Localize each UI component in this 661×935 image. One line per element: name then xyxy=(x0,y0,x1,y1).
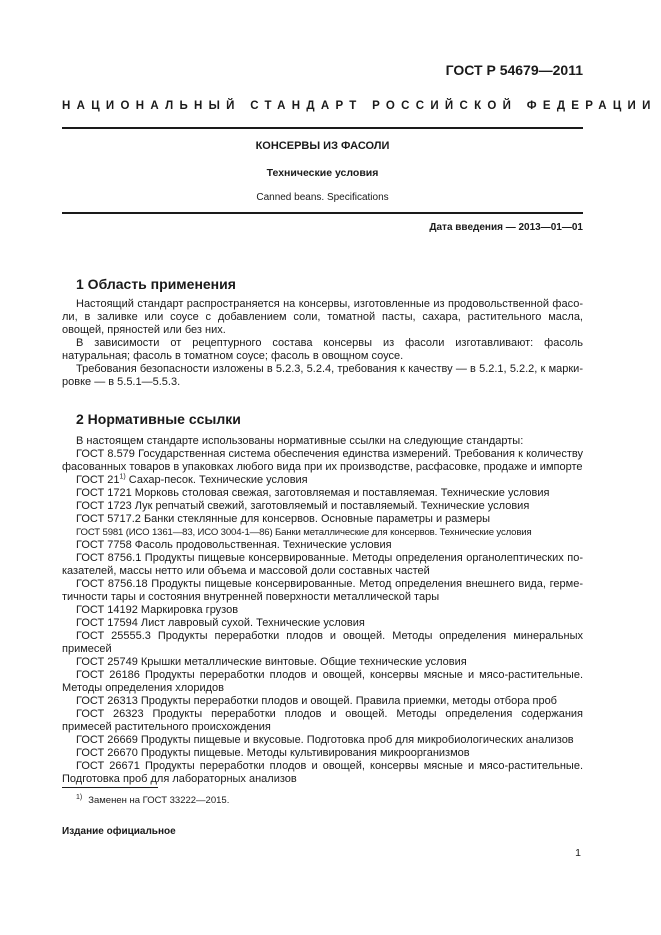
paragraph: Настоящий стандарт распространяется на консервы, изготовленные из продовольственной фасо-ли, в заливке или соусе с добавлением соли, томатной пасты, сахара, растительного масла, овощей, пряностей или без них. xyxy=(62,298,583,336)
title-rule xyxy=(62,212,583,214)
reference-item: ГОСТ 1723 Лук репчатый свежий, заготовляемый и поставляемый. Технические условия xyxy=(76,500,530,512)
header-rule xyxy=(62,127,583,129)
references-intro: В настоящем стандарте использованы нормативные ссылки на следующие стандарты: xyxy=(76,435,524,447)
section-2-body xyxy=(62,435,583,786)
footnote-rule xyxy=(62,787,158,788)
page-number: 1 xyxy=(575,847,581,859)
reference-item: ГОСТ 5981 (ИСО 1361—83, ИСО 3004-1—86) Банки металлические для консервов. Технические условия xyxy=(76,527,532,538)
footnote-marker[interactable]: 1) xyxy=(119,473,126,481)
document-title: КОНСЕРВЫ ИЗ ФАСОЛИ xyxy=(255,140,390,152)
reference-item: ГОСТ 17594 Лист лавровый сухой. Технические условия xyxy=(76,617,365,629)
reference-item: ГОСТ 26671 Продукты переработки плодов и овощей, консервы мясные и мясо-растительные. Подготовка проб для лабораторных анализов xyxy=(62,760,583,785)
reference-item: ГОСТ 8756.1 Продукты пищевые консервированные. Методы определения органолептических по-казателей, массы нетто или объема и массовой доли составных частей xyxy=(62,552,583,577)
footnote xyxy=(76,795,229,806)
document-subtitle: Технические условия xyxy=(266,167,379,179)
reference-item: ГОСТ 26669 Продукты пищевые и вкусовые. Подготовка проб для микробиологических анализов xyxy=(76,734,574,746)
reference-item: ГОСТ 25749 Крышки металлические винтовые. Общие технические условия xyxy=(76,656,467,668)
footnote-marker: 1) xyxy=(76,793,83,801)
reference-item: ГОСТ 26313 Продукты переработки плодов и овощей. Правила приемки, методы отбора проб xyxy=(76,695,557,707)
paragraph: В зависимости от рецептурного состава консервы из фасоли изготавливают: фасоль натуральная; фасоль в томатном соусе; фасоль в овощном соусе. xyxy=(62,337,583,362)
reference-item xyxy=(62,474,583,487)
reference-item: ГОСТ 1721 Морковь столовая свежая, заготовляемая и поставляемая. Технические условия xyxy=(76,487,550,499)
reference-item: ГОСТ 26186 Продукты переработки плодов и овощей, консервы мясные и мясо-растительные. Методы определения хлоридов xyxy=(62,669,583,694)
section-1-heading: 1 Область применения xyxy=(76,276,236,292)
footnote-text: Заменен на ГОСТ 33222—2015. xyxy=(88,795,230,806)
official-edition-label: Издание официальное xyxy=(62,826,176,837)
section-1-body xyxy=(62,298,583,389)
reference-item: ГОСТ 14192 Маркировка грузов xyxy=(76,604,239,616)
national-standard-banner: НАЦИОНАЛЬНЫЙ СТАНДАРТ РОССИЙСКОЙ ФЕДЕРАЦИИ xyxy=(62,100,657,112)
standard-number: ГОСТ Р 54679—2011 xyxy=(445,62,583,78)
reference-item: ГОСТ 26670 Продукты пищевые. Методы культивирования микроорганизмов xyxy=(76,747,470,759)
reference-item: ГОСТ 26323 Продукты переработки плодов и овощей. Методы определения содержания примесей растительного происхождения xyxy=(62,708,583,733)
reference-item: ГОСТ 5717.2 Банки стеклянные для консервов. Основные параметры и размеры xyxy=(76,513,491,525)
english-title: Canned beans. Specifications xyxy=(256,192,389,203)
paragraph: Требования безопасности изложены в 5.2.3, 5.2.4, требования к качеству — в 5.2.1, 5.2.2, к марки-ровке — в 5.5.1—5.5.3. xyxy=(62,363,583,388)
reference-code: ГОСТ 21 xyxy=(76,474,120,486)
reference-item: ГОСТ 8.579 Государственная система обеспечения единства измерений. Требования к количеству фасованных товаров в упаковках любого вида при их производстве, расфасовке, продаже и импорте xyxy=(62,448,583,473)
reference-item: ГОСТ 7758 Фасоль продовольственная. Технические условия xyxy=(76,539,392,551)
reference-item: ГОСТ 25555.3 Продукты переработки плодов и овощей. Методы определения минеральных примесей xyxy=(62,630,583,655)
introduction-date: Дата введения — 2013—01—01 xyxy=(429,222,583,233)
reference-item: ГОСТ 8756.18 Продукты пищевые консервированные. Метод определения внешнего вида, герме-тичности тары и состояния внутренней поверхности металлической тары xyxy=(62,578,583,603)
reference-title: Сахар-песок. Технические условия xyxy=(125,474,308,486)
section-2-heading: 2 Нормативные ссылки xyxy=(76,411,241,427)
